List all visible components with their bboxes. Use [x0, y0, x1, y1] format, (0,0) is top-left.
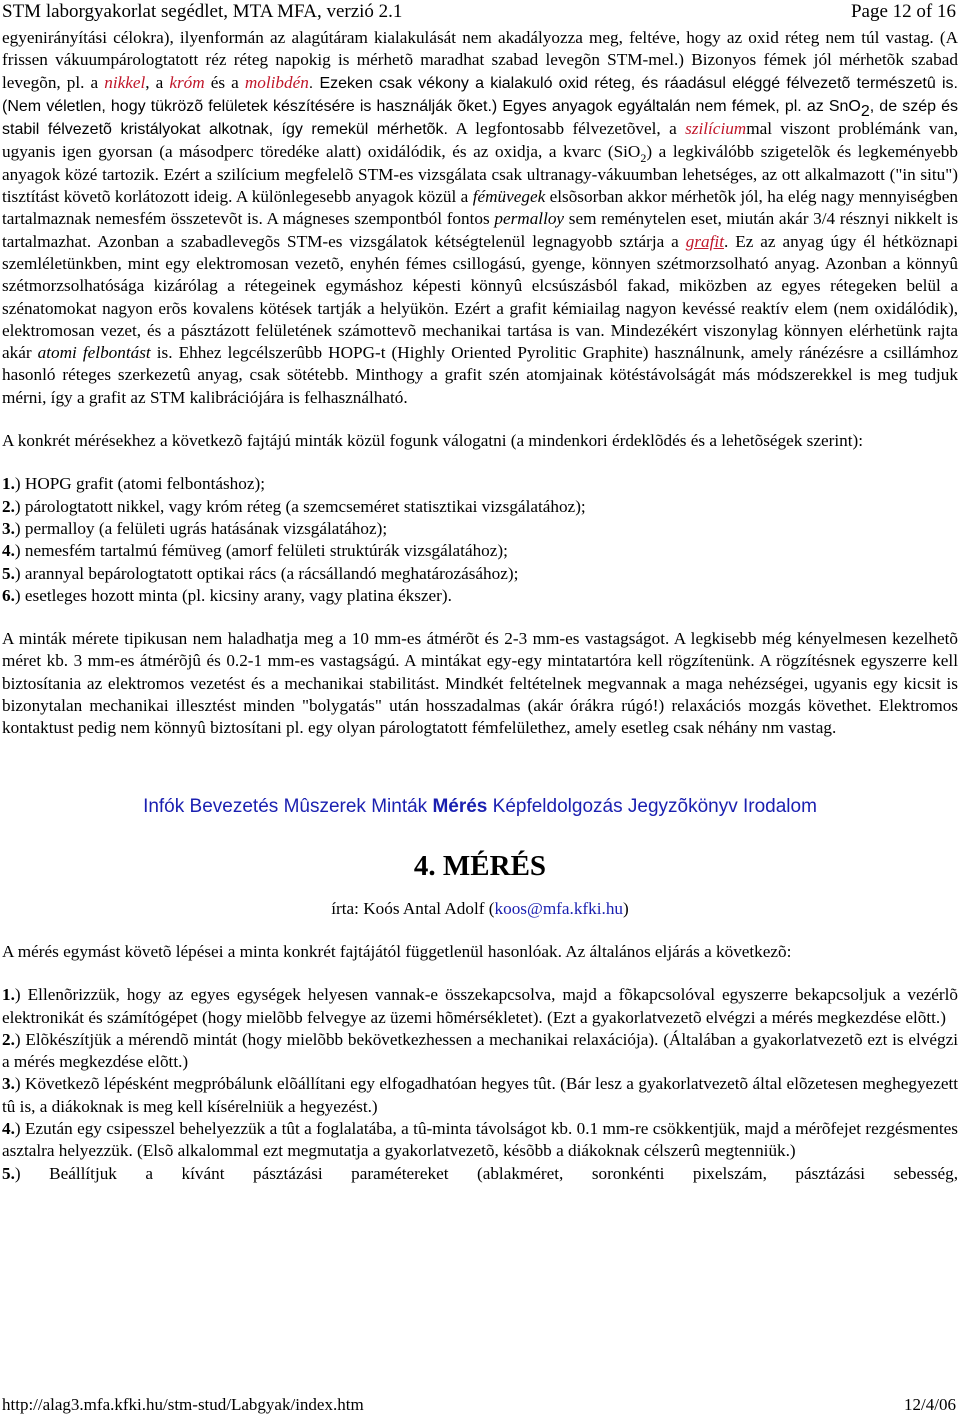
- term-femuveg: fémüvegek: [472, 187, 546, 207]
- item-text: ) Ellenõrizzük, hogy az egyes egységek helyesen vannak-e összekapcsolva, majd a fõkapcsolóval egyszerre bekapcsoljuk a vezérlõ elektronikát és számítógépet (hogy mielõbb felvegye az üzemi hõmérsékletet). (Ezt a gyakorlatvezetõ elvégzi a mérés megkezdése elõtt.): [2, 985, 958, 1027]
- text-sans: , de szép és stabil félvezetõ kristályokat alkotnak, így remekül mérhetõk.: [2, 97, 958, 139]
- page-number: Page 12 of 16: [850, 1, 956, 22]
- term-szilicium: szilícium: [685, 119, 747, 139]
- item-text: ) Elõkészítjük a mérendõ mintát (hogy mielõbb bekövetkezhessen a mechanikai relaxációja). (Általában a gyakorlatvezetõ ezt is elvégzi a mérés megkezdése elõtt.): [2, 1029, 958, 1072]
- list-item: [2, 1029, 958, 1074]
- procedure-steps: [2, 984, 958, 1185]
- list-item: [2, 518, 958, 540]
- item-number: 3.: [2, 1074, 15, 1094]
- item-text: ) nemesfém tartalmú fémüveg (amorf felületi struktúrák vizsgálatához);: [14, 541, 508, 561]
- list-item: [2, 1073, 958, 1118]
- page-footer: [2, 1393, 956, 1417]
- page-date: 12/4/06: [904, 1395, 956, 1414]
- list-item: [2, 1118, 958, 1163]
- paragraph-procedure-intro: A mérés egymást követõ lépései a minta konkrét fajtájától függetlenül hasonlóak. Az általános eljárás a következõ:: [2, 941, 792, 961]
- list-item: [2, 563, 958, 585]
- term-krom: króm: [169, 72, 205, 92]
- item-number: 1.: [2, 985, 15, 1005]
- paragraph-materials: [2, 27, 958, 409]
- document-body: [2, 27, 958, 1185]
- list-item: [2, 984, 958, 1029]
- list-item: [2, 585, 958, 607]
- text: is. Ehhez legcélszerûbb HOPG-t (Highly Oriented Pyrolitic Graphite) használnunk, amely ránézésre a csillámhoz hasonló réteges szerkezetû anyag, csak sötétebb. Minthogy a grafit szén atomjainak kötéstávolságát más módszerekkel is meg tudjuk mérni, így a grafit az STM kalibrációjára is felhasználható.: [2, 343, 958, 407]
- page-url: http://alag3.mfa.kfki.hu/stm-stud/Labgyak/index.htm: [2, 1395, 364, 1414]
- term-permalloy: permalloy: [494, 209, 565, 229]
- nav-link-mintak[interactable]: Minták: [371, 795, 428, 817]
- text: mal viszont problémánk van, ugyanis igen gyorsan (a másodperc töredéke alatt) oxidálódik, és az oxidja, a kvarc (SiO: [2, 119, 958, 162]
- list-item: [2, 540, 958, 562]
- item-number: 4.: [2, 1118, 15, 1138]
- link-grafit[interactable]: grafit: [685, 231, 724, 251]
- item-number: 5.: [2, 563, 15, 583]
- item-number: 3.: [2, 518, 15, 538]
- item-text: ) Ezután egy csipesszel behelyezzük a tût a foglalatába, a tû-minta távolságot kb. 0.1 mm-re csökkentjük, majd a mérõfejet rezgésmentes asztalra helyezzük. (Elsõ alkalommal ezt megmutatja a gyakorlatvezetõ, késõbb a diákoknak célszerû megtenniük.): [2, 1118, 958, 1161]
- author-email-link[interactable]: koos@mfa.kfki.hu: [494, 898, 624, 918]
- nav-link-irodalom[interactable]: Irodalom: [743, 795, 817, 817]
- item-text: ) Beállítjuk a kívánt pásztázási paramétereket (ablakméret, soronkénti pixelszám, pásztázási sebesség,: [14, 1163, 958, 1183]
- section-navigation: [2, 795, 958, 819]
- item-number: 2.: [2, 1029, 15, 1049]
- list-item: [2, 473, 958, 495]
- item-number: 2.: [2, 496, 15, 516]
- text: és a: [204, 72, 245, 92]
- item-number: 6.: [2, 585, 15, 605]
- nav-link-bevezetes[interactable]: Bevezetés: [189, 795, 279, 817]
- item-text: ) Következõ lépésként megpróbálunk elõállítani egy elfogadhatóan hegyes tût. (Bár lesz a gyakorlatvezetõ által elõzetesen meghegyezett tû is, a diákoknak is meg kell kísérelniük a hegyezést.): [2, 1074, 958, 1116]
- item-text: ) esetleges hozott minta (pl. kicsiny arany, vagy platina ékszer).: [14, 585, 452, 605]
- text: ) a legkiválóbb szigetelõk és legkeményebb anyagok közé tartozik. Ezért a szilícium megfelelõ STM-es vizsgálata csak ultranagy-vákuumban lehetséges, az ott alkalmazott ("in situ") tisztítást követõ korlátozott ideig. A különlegesebb anyagok közül a: [2, 142, 958, 207]
- nav-link-infok[interactable]: Infók: [143, 795, 185, 817]
- text-sans: . Ezeken csak vékony a kialakuló oxid réteg, és ráadásul eléggé félvezetõ természetû is. (Nem véletlen, hogy tükrözõ felületek készítésére is használják õket.) Egyes anyagok egyáltalán nem fémek, pl. az SnO: [2, 74, 958, 115]
- section-title: 4. MÉRÉS: [413, 849, 547, 882]
- nav-link-jegyzokonyv[interactable]: Jegyzõkönyv: [627, 795, 738, 817]
- item-number: 1.: [2, 474, 15, 494]
- author-line: [2, 898, 958, 920]
- list-item: [2, 496, 958, 518]
- list-item: [2, 1163, 958, 1185]
- text: ): [623, 898, 629, 918]
- paragraph-sample-size: A minták mérete tipikusan nem haladhatja meg a 10 mm-es átmérõt és 2-3 mm-es vastagságot. A legkisebb még kényelmesen kezelhetõ méret kb. 3 mm-es átmérõjû és 0.2-1 mm-es vastagságú. A mintákat egy-egy mintatartóra kell rögzítenünk. A rögzítésnek egyszerre kell biztosítania az elektromos vezetést és a mechanikai stabilitást. Mindkét feltételnek megvannak a maga nehézségei, ugyanis egy kicsit is bizonytalan mechanikai illesztést minden "bolygatás" után hosszadalmas (akár órákra rúgó!) relaxációs mozgás követhet. Elektromos kontaktust pedig nem könnyû biztosítani pl. egy olyan párologtatott fémfelülethez, amely esetleg csak néhány nm vastag.: [2, 629, 958, 738]
- subscript: 2: [860, 102, 870, 120]
- item-text: ) HOPG grafit (atomi felbontáshoz);: [14, 474, 265, 494]
- paragraph-sample-intro: A konkrét mérésekhez a következõ fajtájú minták közül fogunk válogatni (a mindenkori érdeklõdés és a lehetõségek szerint):: [2, 431, 863, 451]
- page-header: [2, 0, 956, 24]
- item-text: ) permalloy (a felületi ugrás hatásának vizsgálatához);: [14, 518, 388, 538]
- text: egyenirányítási célokra), ilyenformán az alagútáram kialakulását nem akadályozza meg, feltéve, hogy az oxid réteg nem túl vastag. (A frissen vákuumpárologtatott réz réteg napokig is mérhetõ maradhat szabad levegõn STM-mel.) Bizonyos fémek jól mérhetõk szabad levegõn, pl. a: [2, 28, 958, 92]
- item-number: 4.: [2, 541, 15, 561]
- nav-link-muszerek[interactable]: Mûszerek: [283, 795, 366, 817]
- item-text: ) párologtatott nikkel, vagy króm réteg (a szemcseméret statisztikai vizsgálatához);: [14, 496, 586, 516]
- text: , a: [145, 72, 170, 92]
- nav-link-kepfeldolgozas[interactable]: Képfeldolgozás: [492, 795, 623, 817]
- text: A legfontosabb félvezetõvel, a: [448, 119, 686, 139]
- term-molibden: molibdén: [244, 72, 309, 92]
- text: elsõsorban akkor mérhetõk jól, ha elég nagy mennyiségben tartalmaznak nemesfém összetevõt is. A mágneses szempontból fontos: [2, 187, 958, 229]
- document-title: STM laborgyakorlat segédlet, MTA MFA, verzió 2.1: [2, 1, 403, 22]
- item-text: ) arannyal bepárologtatott optikai rács (a rácsállandó meghatározásához);: [14, 563, 519, 583]
- item-number: 5.: [2, 1163, 15, 1183]
- text: írta: Koós Antal Adolf (: [331, 898, 495, 918]
- subscript: 2: [640, 151, 647, 166]
- text: sem reménytelen eset, miután akár 3/4 résznyi nikkelt is tartalmazhat. Azonban a szabadlevegõs STM-es vizsgálatok kétségtelenül legnagyobb sztárja a: [2, 209, 959, 251]
- text: . Ez az anyag úgy él hétköznapi szemléletünkben, mint egy elektromosan vezetõ, enyhén fémes csillogású, gyenge, könnyen szétmorzsolható anyag. Azonban a könnyû szétmorzsolhatósága kizárólag a rétegeinek egymáshoz képesti könnyû elcsúszásból fakad, miközben az egyes rétegeken belül a szénatomokat nagyon erõs kovalens kötések tartják a helyükön. Ezért a grafit kémiailag nagyon kevéssé reaktív elem (nem oxidálódik), elektromosan vezet, és a pásztázott felületének számottevõ mechanikai tartása is van. Mindezékért viszonylag könnyen elérhetünk rajta akár: [2, 231, 959, 363]
- sample-list: [2, 473, 958, 607]
- term-atomi-felbontas: atomi felbontást: [37, 343, 151, 363]
- nav-current-meres: Mérés: [432, 795, 488, 817]
- term-nikkel: nikkel: [104, 72, 146, 92]
